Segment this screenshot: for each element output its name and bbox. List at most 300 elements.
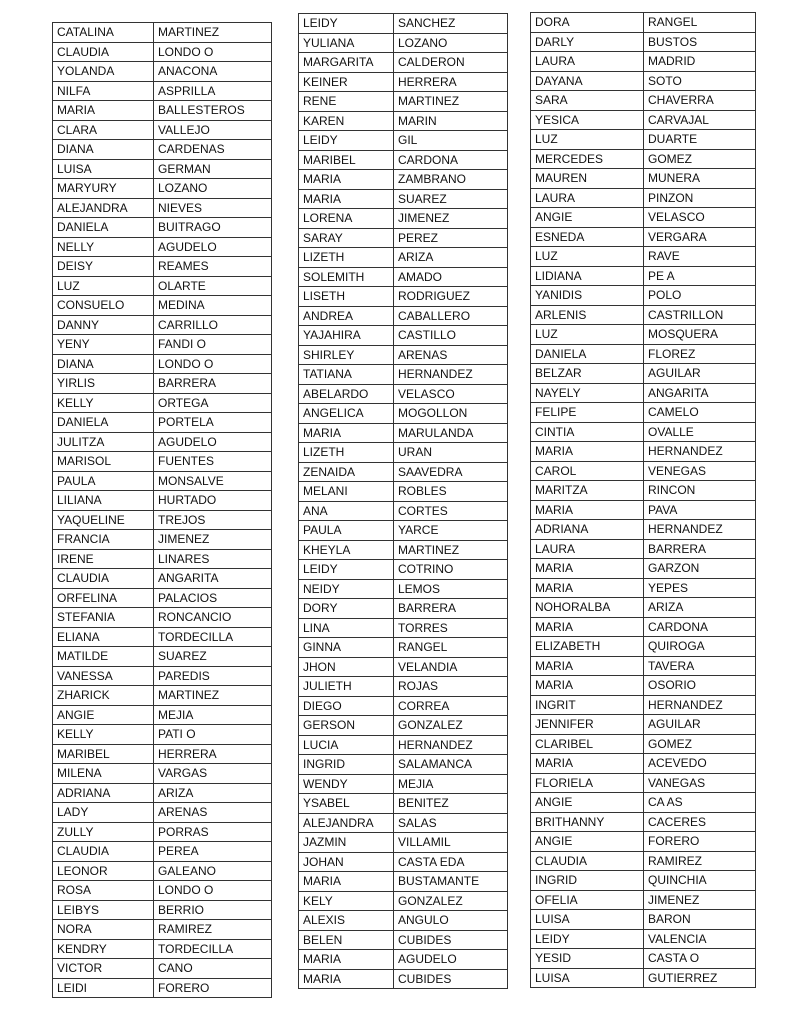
last-name-cell: SUAREZ bbox=[154, 647, 272, 667]
first-name-cell: CLARIBEL bbox=[531, 734, 644, 754]
first-name-cell: BELZAR bbox=[531, 364, 644, 384]
first-name-cell: CLAUDIA bbox=[53, 569, 154, 589]
table-row bbox=[531, 188, 756, 208]
names-table-3 bbox=[530, 12, 756, 988]
table-row bbox=[299, 638, 508, 658]
first-name-cell: DORY bbox=[299, 599, 394, 619]
table-row bbox=[53, 666, 272, 686]
first-name-cell: ANGIE bbox=[531, 793, 644, 813]
table-row bbox=[531, 851, 756, 871]
first-name-cell: MARIBEL bbox=[53, 744, 154, 764]
first-name-cell: JAZMIN bbox=[299, 833, 394, 853]
first-name-cell: MARIA bbox=[531, 578, 644, 598]
last-name-cell: LOZANO bbox=[154, 179, 272, 199]
table-row bbox=[531, 325, 756, 345]
first-name-cell: MARIA bbox=[299, 872, 394, 892]
first-name-cell: SARA bbox=[531, 91, 644, 111]
names-table-body bbox=[531, 13, 756, 988]
first-name-cell: MARIA bbox=[531, 656, 644, 676]
last-name-cell: VERGARA bbox=[644, 227, 756, 247]
last-name-cell: GALEANO bbox=[154, 861, 272, 881]
first-name-cell: CATALINA bbox=[53, 23, 154, 43]
table-row bbox=[299, 813, 508, 833]
first-name-cell: MERCEDES bbox=[531, 149, 644, 169]
last-name-cell: RAMIREZ bbox=[154, 920, 272, 940]
first-name-cell: LUZ bbox=[531, 130, 644, 150]
last-name-cell: GOMEZ bbox=[644, 149, 756, 169]
first-name-cell: JENNIFER bbox=[531, 715, 644, 735]
table-row bbox=[531, 91, 756, 111]
last-name-cell: CUBIDES bbox=[394, 969, 508, 989]
table-row bbox=[531, 364, 756, 384]
last-name-cell: CUBIDES bbox=[394, 930, 508, 950]
table-row bbox=[531, 773, 756, 793]
last-name-cell: BENITEZ bbox=[394, 794, 508, 814]
last-name-cell: RANGEL bbox=[394, 638, 508, 658]
table-row bbox=[531, 832, 756, 852]
first-name-cell: ORFELINA bbox=[53, 588, 154, 608]
first-name-cell: KAREN bbox=[299, 111, 394, 131]
table-row bbox=[299, 306, 508, 326]
table-row bbox=[53, 588, 272, 608]
table-row bbox=[53, 881, 272, 901]
first-name-cell: LIZETH bbox=[299, 248, 394, 268]
first-name-cell: MARYURY bbox=[53, 179, 154, 199]
last-name-cell: HERRERA bbox=[394, 72, 508, 92]
last-name-cell: CORREA bbox=[394, 696, 508, 716]
table-row bbox=[299, 150, 508, 170]
first-name-cell: YENY bbox=[53, 335, 154, 355]
table-row bbox=[531, 812, 756, 832]
table-row bbox=[531, 149, 756, 169]
first-name-cell: LAURA bbox=[531, 539, 644, 559]
first-name-cell: DIANA bbox=[53, 140, 154, 160]
table-row bbox=[53, 647, 272, 667]
table-row bbox=[531, 754, 756, 774]
last-name-cell: LONDO O bbox=[154, 881, 272, 901]
first-name-cell: ARLENIS bbox=[531, 305, 644, 325]
first-name-cell: LEIDY bbox=[531, 929, 644, 949]
last-name-cell: MEJIA bbox=[154, 705, 272, 725]
table-row bbox=[53, 939, 272, 959]
table-row bbox=[531, 422, 756, 442]
first-name-cell: MARGARITA bbox=[299, 53, 394, 73]
table-row bbox=[531, 598, 756, 618]
table-row bbox=[53, 335, 272, 355]
table-row bbox=[299, 579, 508, 599]
table-row bbox=[299, 774, 508, 794]
names-table-2 bbox=[298, 13, 508, 989]
first-name-cell: TATIANA bbox=[299, 365, 394, 385]
last-name-cell: NIEVES bbox=[154, 198, 272, 218]
first-name-cell: MARIA bbox=[531, 617, 644, 637]
table-row bbox=[531, 637, 756, 657]
first-name-cell: WENDY bbox=[299, 774, 394, 794]
last-name-cell: PEREA bbox=[154, 842, 272, 862]
table-row bbox=[531, 500, 756, 520]
last-name-cell: HERNANDEZ bbox=[644, 442, 756, 462]
last-name-cell: FORERO bbox=[644, 832, 756, 852]
first-name-cell: ESNEDA bbox=[531, 227, 644, 247]
table-row bbox=[299, 755, 508, 775]
table-row bbox=[53, 725, 272, 745]
last-name-cell: SAAVEDRA bbox=[394, 462, 508, 482]
table-row bbox=[53, 452, 272, 472]
table-row bbox=[299, 248, 508, 268]
table-row bbox=[531, 461, 756, 481]
first-name-cell: KHEYLA bbox=[299, 540, 394, 560]
last-name-cell: CALDERON bbox=[394, 53, 508, 73]
last-name-cell: CARDENAS bbox=[154, 140, 272, 160]
last-name-cell: JIMENEZ bbox=[644, 890, 756, 910]
first-name-cell: IRENE bbox=[53, 549, 154, 569]
first-name-cell: ALEXIS bbox=[299, 911, 394, 931]
last-name-cell: BARRERA bbox=[644, 539, 756, 559]
table-row bbox=[531, 793, 756, 813]
first-name-cell: LEIDY bbox=[299, 131, 394, 151]
first-name-cell: ALEJANDRA bbox=[53, 198, 154, 218]
table-row bbox=[53, 783, 272, 803]
last-name-cell: VALLEJO bbox=[154, 120, 272, 140]
table-row bbox=[299, 111, 508, 131]
last-name-cell: CARVAJAL bbox=[644, 110, 756, 130]
first-name-cell: YAJAHIRA bbox=[299, 326, 394, 346]
first-name-cell: YANIDIS bbox=[531, 286, 644, 306]
table-row bbox=[299, 540, 508, 560]
names-table-body bbox=[53, 23, 272, 998]
first-name-cell: ANGIE bbox=[531, 832, 644, 852]
first-name-cell: NEIDY bbox=[299, 579, 394, 599]
table-row bbox=[531, 208, 756, 228]
last-name-cell: RODRIGUEZ bbox=[394, 287, 508, 307]
first-name-cell: CLAUDIA bbox=[53, 42, 154, 62]
first-name-cell: ZHARICK bbox=[53, 686, 154, 706]
table-row bbox=[53, 81, 272, 101]
first-name-cell: ZULLY bbox=[53, 822, 154, 842]
last-name-cell: MARTINEZ bbox=[394, 540, 508, 560]
first-name-cell: DEISY bbox=[53, 257, 154, 277]
first-name-cell: KELLY bbox=[53, 393, 154, 413]
table-row bbox=[53, 413, 272, 433]
table-row bbox=[531, 305, 756, 325]
first-name-cell: MARIBEL bbox=[299, 150, 394, 170]
last-name-cell: MOGOLLON bbox=[394, 404, 508, 424]
first-name-cell: NORA bbox=[53, 920, 154, 940]
last-name-cell: LINARES bbox=[154, 549, 272, 569]
table-row bbox=[53, 822, 272, 842]
first-name-cell: MARIA bbox=[299, 423, 394, 443]
table-row bbox=[531, 715, 756, 735]
first-name-cell: YOLANDA bbox=[53, 62, 154, 82]
last-name-cell: BARRERA bbox=[394, 599, 508, 619]
first-name-cell: FLORIELA bbox=[531, 773, 644, 793]
first-name-cell: LILIANA bbox=[53, 491, 154, 511]
table-row bbox=[299, 404, 508, 424]
last-name-cell: PORRAS bbox=[154, 822, 272, 842]
last-name-cell: JIMENEZ bbox=[154, 530, 272, 550]
table-row bbox=[53, 42, 272, 62]
last-name-cell: TREJOS bbox=[154, 510, 272, 530]
table-row bbox=[299, 560, 508, 580]
table-row bbox=[53, 959, 272, 979]
table-row bbox=[53, 900, 272, 920]
last-name-cell: CARDONA bbox=[644, 617, 756, 637]
first-name-cell: MARIA bbox=[531, 754, 644, 774]
last-name-cell: OLARTE bbox=[154, 276, 272, 296]
last-name-cell: MEJIA bbox=[394, 774, 508, 794]
table-row bbox=[531, 71, 756, 91]
first-name-cell: FRANCIA bbox=[53, 530, 154, 550]
first-name-cell: LEIDI bbox=[53, 978, 154, 998]
table-row bbox=[53, 764, 272, 784]
last-name-cell: HERNANDEZ bbox=[394, 735, 508, 755]
first-name-cell: DAYANA bbox=[531, 71, 644, 91]
first-name-cell: LIZETH bbox=[299, 443, 394, 463]
table-row bbox=[53, 179, 272, 199]
last-name-cell: MARULANDA bbox=[394, 423, 508, 443]
last-name-cell: ANGULO bbox=[394, 911, 508, 931]
table-row bbox=[53, 276, 272, 296]
table-row bbox=[53, 432, 272, 452]
table-row bbox=[299, 170, 508, 190]
last-name-cell: VELASCO bbox=[644, 208, 756, 228]
first-name-cell: YIRLIS bbox=[53, 374, 154, 394]
last-name-cell: BERRIO bbox=[154, 900, 272, 920]
table-row bbox=[299, 365, 508, 385]
first-name-cell: NOHORALBA bbox=[531, 598, 644, 618]
first-name-cell: SOLEMITH bbox=[299, 267, 394, 287]
last-name-cell: ARIZA bbox=[154, 783, 272, 803]
first-name-cell: MARISOL bbox=[53, 452, 154, 472]
first-name-cell: LADY bbox=[53, 803, 154, 823]
first-name-cell: ANGIE bbox=[53, 705, 154, 725]
table-row bbox=[299, 891, 508, 911]
last-name-cell: FUENTES bbox=[154, 452, 272, 472]
last-name-cell: ZAMBRANO bbox=[394, 170, 508, 190]
first-name-cell: ELIZABETH bbox=[531, 637, 644, 657]
table-row bbox=[531, 227, 756, 247]
first-name-cell: LUZ bbox=[53, 276, 154, 296]
first-name-cell: DANNY bbox=[53, 315, 154, 335]
last-name-cell: FORERO bbox=[154, 978, 272, 998]
table-row bbox=[299, 501, 508, 521]
first-name-cell: FELIPE bbox=[531, 403, 644, 423]
table-row bbox=[531, 520, 756, 540]
first-name-cell: MARIA bbox=[531, 676, 644, 696]
last-name-cell: ORTEGA bbox=[154, 393, 272, 413]
table-row bbox=[531, 871, 756, 891]
last-name-cell: VARGAS bbox=[154, 764, 272, 784]
first-name-cell: JOHAN bbox=[299, 852, 394, 872]
last-name-cell: FANDI O bbox=[154, 335, 272, 355]
first-name-cell: ELIANA bbox=[53, 627, 154, 647]
table-row bbox=[531, 968, 756, 988]
last-name-cell: CARDONA bbox=[394, 150, 508, 170]
first-name-cell: GINNA bbox=[299, 638, 394, 658]
last-name-cell: YEPES bbox=[644, 578, 756, 598]
last-name-cell: OSORIO bbox=[644, 676, 756, 696]
table-row bbox=[299, 482, 508, 502]
table-row bbox=[299, 735, 508, 755]
first-name-cell: DANIELA bbox=[53, 218, 154, 238]
table-row bbox=[53, 530, 272, 550]
table-row bbox=[53, 237, 272, 257]
first-name-cell: KELY bbox=[299, 891, 394, 911]
last-name-cell: MOSQUERA bbox=[644, 325, 756, 345]
last-name-cell: SALAMANCA bbox=[394, 755, 508, 775]
first-name-cell: YULIANA bbox=[299, 33, 394, 53]
first-name-cell: JULITZA bbox=[53, 432, 154, 452]
first-name-cell: OFELIA bbox=[531, 890, 644, 910]
first-name-cell: DIANA bbox=[53, 354, 154, 374]
first-name-cell: ANGIE bbox=[531, 208, 644, 228]
first-name-cell: LUZ bbox=[531, 247, 644, 267]
first-name-cell: LEIBYS bbox=[53, 900, 154, 920]
table-row bbox=[299, 911, 508, 931]
last-name-cell: AGUILAR bbox=[644, 715, 756, 735]
last-name-cell: YARCE bbox=[394, 521, 508, 541]
last-name-cell: CASTRILLON bbox=[644, 305, 756, 325]
table-row bbox=[531, 734, 756, 754]
last-name-cell: VANEGAS bbox=[644, 773, 756, 793]
last-name-cell: CANO bbox=[154, 959, 272, 979]
last-name-cell: PINZON bbox=[644, 188, 756, 208]
first-name-cell: LUISA bbox=[53, 159, 154, 179]
first-name-cell: LUISA bbox=[531, 968, 644, 988]
last-name-cell: GARZON bbox=[644, 559, 756, 579]
first-name-cell: BRITHANNY bbox=[531, 812, 644, 832]
table-row bbox=[299, 443, 508, 463]
last-name-cell: RONCANCIO bbox=[154, 608, 272, 628]
last-name-cell: ARIZA bbox=[644, 598, 756, 618]
last-name-cell: MARTINEZ bbox=[154, 686, 272, 706]
last-name-cell: FLOREZ bbox=[644, 344, 756, 364]
first-name-cell: INGRIT bbox=[531, 695, 644, 715]
last-name-cell: ROBLES bbox=[394, 482, 508, 502]
last-name-cell: CARRILLO bbox=[154, 315, 272, 335]
first-name-cell: CLAUDIA bbox=[53, 842, 154, 862]
first-name-cell: LINA bbox=[299, 618, 394, 638]
table-row bbox=[299, 384, 508, 404]
last-name-cell: LONDO O bbox=[154, 354, 272, 374]
last-name-cell: ANGARITA bbox=[644, 383, 756, 403]
table-row bbox=[531, 559, 756, 579]
last-name-cell: CASTA EDA bbox=[394, 852, 508, 872]
last-name-cell: GOMEZ bbox=[644, 734, 756, 754]
table-row bbox=[53, 393, 272, 413]
names-table-body bbox=[299, 14, 508, 989]
first-name-cell: SHIRLEY bbox=[299, 345, 394, 365]
first-name-cell: JULIETH bbox=[299, 677, 394, 697]
table-row bbox=[53, 842, 272, 862]
last-name-cell: MARTINEZ bbox=[394, 92, 508, 112]
first-name-cell: LIDIANA bbox=[531, 266, 644, 286]
last-name-cell: GERMAN bbox=[154, 159, 272, 179]
last-name-cell: ARENAS bbox=[394, 345, 508, 365]
last-name-cell: PAREDIS bbox=[154, 666, 272, 686]
last-name-cell: BUITRAGO bbox=[154, 218, 272, 238]
last-name-cell: CA AS bbox=[644, 793, 756, 813]
table-row bbox=[299, 462, 508, 482]
table-row bbox=[53, 744, 272, 764]
table-row bbox=[299, 326, 508, 346]
first-name-cell: MARIA bbox=[53, 101, 154, 121]
last-name-cell: MEDINA bbox=[154, 296, 272, 316]
last-name-cell: TORRES bbox=[394, 618, 508, 638]
last-name-cell: PAVA bbox=[644, 500, 756, 520]
table-row bbox=[299, 599, 508, 619]
table-row bbox=[53, 257, 272, 277]
table-row bbox=[299, 716, 508, 736]
table-row bbox=[53, 296, 272, 316]
table-row bbox=[299, 33, 508, 53]
table-row bbox=[299, 209, 508, 229]
first-name-cell: LORENA bbox=[299, 209, 394, 229]
first-name-cell: MARIA bbox=[299, 170, 394, 190]
table-row bbox=[531, 676, 756, 696]
table-row bbox=[299, 521, 508, 541]
last-name-cell: HERNANDEZ bbox=[394, 365, 508, 385]
table-row bbox=[531, 695, 756, 715]
first-name-cell: ANGELICA bbox=[299, 404, 394, 424]
table-row bbox=[53, 705, 272, 725]
last-name-cell: AGUDELO bbox=[154, 432, 272, 452]
table-row bbox=[53, 159, 272, 179]
last-name-cell: VELANDIA bbox=[394, 657, 508, 677]
table-row bbox=[531, 442, 756, 462]
last-name-cell: GONZALEZ bbox=[394, 891, 508, 911]
first-name-cell: LEIDY bbox=[299, 14, 394, 34]
last-name-cell: TORDECILLA bbox=[154, 627, 272, 647]
last-name-cell: AGUILAR bbox=[644, 364, 756, 384]
last-name-cell: ARENAS bbox=[154, 803, 272, 823]
first-name-cell: LEONOR bbox=[53, 861, 154, 881]
first-name-cell: ROSA bbox=[53, 881, 154, 901]
first-name-cell: ALEJANDRA bbox=[299, 813, 394, 833]
table-row bbox=[299, 189, 508, 209]
table-row bbox=[531, 481, 756, 501]
last-name-cell: MARTINEZ bbox=[154, 23, 272, 43]
last-name-cell: CABALLERO bbox=[394, 306, 508, 326]
first-name-cell: CINTIA bbox=[531, 422, 644, 442]
last-name-cell: HERNANDEZ bbox=[644, 520, 756, 540]
first-name-cell: MARIA bbox=[531, 442, 644, 462]
last-name-cell: AGUDELO bbox=[154, 237, 272, 257]
table-row bbox=[531, 32, 756, 52]
first-name-cell: YESICA bbox=[531, 110, 644, 130]
table-row bbox=[53, 140, 272, 160]
table-row bbox=[53, 627, 272, 647]
last-name-cell: SANCHEZ bbox=[394, 14, 508, 34]
table-row bbox=[53, 62, 272, 82]
table-row bbox=[531, 13, 756, 33]
table-row bbox=[531, 169, 756, 189]
table-row bbox=[299, 657, 508, 677]
first-name-cell: CLARA bbox=[53, 120, 154, 140]
table-row bbox=[531, 403, 756, 423]
first-name-cell: LUZ bbox=[531, 325, 644, 345]
first-name-cell: LEIDY bbox=[299, 560, 394, 580]
last-name-cell: CORTES bbox=[394, 501, 508, 521]
last-name-cell: DUARTE bbox=[644, 130, 756, 150]
first-name-cell: NAYELY bbox=[531, 383, 644, 403]
last-name-cell: SUAREZ bbox=[394, 189, 508, 209]
table-row bbox=[53, 549, 272, 569]
table-row bbox=[53, 803, 272, 823]
first-name-cell: YESID bbox=[531, 949, 644, 969]
last-name-cell: VENEGAS bbox=[644, 461, 756, 481]
table-row bbox=[299, 92, 508, 112]
